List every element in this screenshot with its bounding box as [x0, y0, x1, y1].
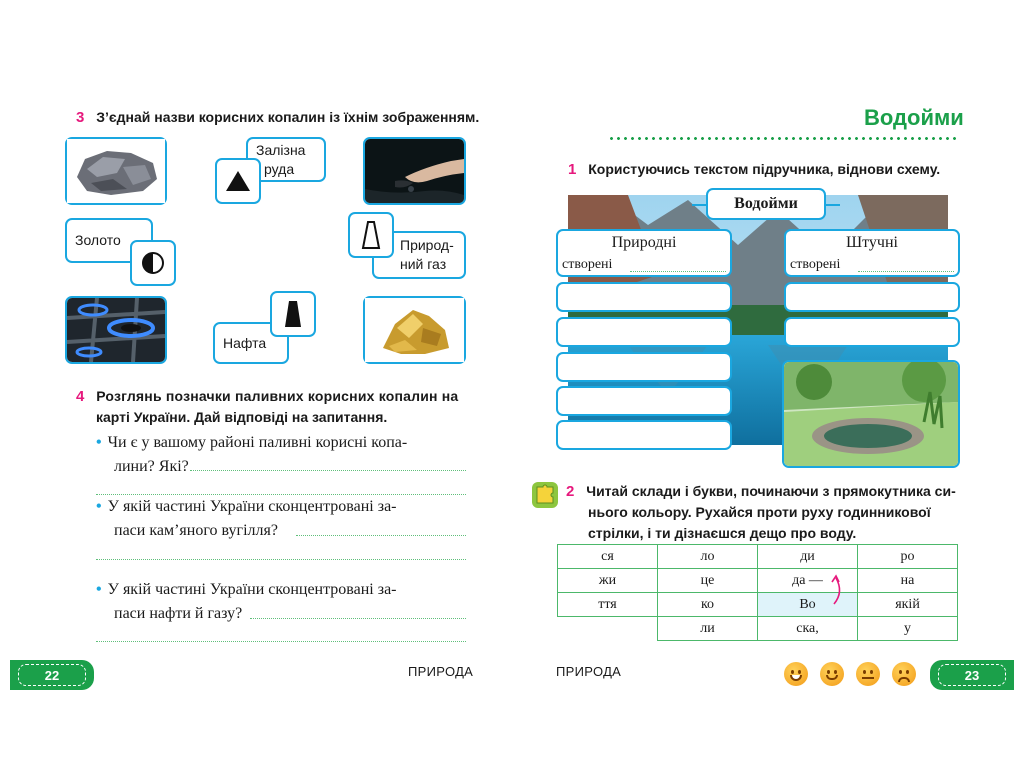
table-row: [558, 569, 958, 593]
table-cell: жи: [558, 569, 658, 593]
artificial-created-label: створені: [790, 257, 841, 272]
task2-number: 2: [566, 483, 575, 500]
iron-ore-label-line1: Залізна: [256, 142, 306, 158]
task4-number: 4: [76, 388, 85, 405]
oil-symbol: [270, 291, 316, 337]
title-dotted-underline: [608, 137, 960, 140]
natural-created-label: створені: [562, 257, 613, 272]
syllable-table: [557, 544, 958, 641]
garden-pond-image: [782, 360, 960, 468]
natural-box[interactable]: [556, 229, 732, 277]
iron-ore-image: [65, 137, 167, 205]
oil-label-text: Нафта: [223, 335, 267, 351]
natural-head: Природні: [611, 234, 677, 251]
question-3-line2: паси нафти й газу?: [114, 605, 243, 622]
question-3-line1: У якій частині України сконцентровані за-: [107, 581, 397, 598]
natural-answer-box[interactable]: [556, 420, 732, 450]
table-cell: ро: [858, 545, 958, 569]
table-cell: ска,: [758, 617, 858, 641]
gold-symbol: [130, 240, 176, 286]
natural-gas-symbol: [348, 212, 394, 258]
task2-text-line1: Читай склади і букви, починаючи з прямокутника си-: [586, 483, 956, 499]
laughing-face-icon[interactable]: [784, 662, 808, 686]
natural-gas-label-line2: ний газ: [400, 256, 447, 272]
page-title: Водойми: [864, 105, 964, 130]
black-triangle-icon: [225, 169, 251, 193]
smiling-face-icon[interactable]: [820, 662, 844, 686]
artificial-answer-box[interactable]: [784, 282, 960, 312]
half-filled-circle-icon: [141, 251, 165, 275]
answer-line[interactable]: [96, 559, 466, 560]
table-cell: ко: [658, 593, 758, 617]
footer-section: ПРИРОДА: [556, 664, 622, 679]
outline-trapezoid-icon: [361, 220, 381, 250]
question-2-line1: У якій частині України сконцентровані за-: [107, 498, 397, 515]
artificial-answer-box[interactable]: [784, 317, 960, 347]
task3-number: 3: [76, 109, 85, 126]
natural-answer-box[interactable]: [556, 352, 732, 382]
page-number-badge: [10, 660, 94, 690]
table-cell: ся: [558, 545, 658, 569]
gas-burner-icon: [67, 298, 165, 362]
artificial-head: Штучні: [846, 234, 898, 251]
gold-label-text: Золото: [75, 232, 121, 248]
table-cell: на: [858, 569, 958, 593]
table-cell: ття: [558, 593, 658, 617]
answer-line[interactable]: [296, 535, 466, 536]
page-number-badge: [930, 660, 1014, 690]
task4-header: [76, 386, 468, 428]
question-1: [96, 431, 407, 479]
task2-text-line2: нього кольору. Рухайся проти руху годинникової: [588, 504, 931, 520]
footer-section: ПРИРОДА: [408, 664, 474, 679]
task4-text-line2: карті України. Дай відповіді на запитання.: [96, 409, 388, 425]
table-cell: ли: [658, 617, 758, 641]
neutral-face-icon[interactable]: [856, 662, 880, 686]
page-number: 22: [44, 667, 60, 683]
answer-line[interactable]: [250, 618, 466, 619]
natural-answer-box[interactable]: [556, 282, 732, 312]
table-cell: якій: [858, 593, 958, 617]
artificial-box[interactable]: [784, 229, 960, 277]
connector: [826, 204, 840, 206]
table-cell: це: [658, 569, 758, 593]
iron-ore-label-line2: руда: [264, 161, 295, 177]
filled-trapezoid-icon: [283, 299, 303, 329]
bullet-icon: •: [96, 581, 102, 598]
task1-text: Користуючись текстом підручника, віднови схему.: [588, 161, 941, 177]
natural-answer-box[interactable]: [556, 386, 732, 416]
table-row: [558, 545, 958, 569]
question-1-line1: Чи є у вашому районі паливні корисні копа-: [107, 434, 408, 451]
task1-number: 1: [568, 161, 577, 178]
natural-gas-label-line1: Природ-: [400, 237, 454, 253]
answer-line[interactable]: [630, 271, 726, 272]
connector: [692, 204, 706, 206]
oil-hand-image: [363, 137, 466, 205]
scheme-root-box: [706, 188, 826, 220]
natural-answer-box[interactable]: [556, 317, 732, 347]
sad-face-icon[interactable]: [892, 662, 916, 686]
puzzle-icon: [532, 482, 558, 508]
oil-in-hand-icon: [365, 139, 464, 203]
table-row: [558, 617, 958, 641]
bullet-icon: •: [96, 434, 102, 451]
gold-nugget-image: [363, 296, 466, 364]
question-1-line2: лини? Які?: [114, 458, 189, 475]
start-cell: Во: [758, 593, 858, 617]
table-cell-empty: [558, 617, 658, 641]
answer-line[interactable]: [190, 470, 466, 471]
gold-nugget-icon: [365, 298, 464, 362]
scheme-root-label: Водойми: [734, 195, 798, 212]
answer-line[interactable]: [96, 641, 466, 642]
iron-ore-symbol: [215, 158, 261, 204]
task1-header: [568, 159, 940, 180]
table-cell: ди: [758, 545, 858, 569]
artificial-created: [790, 257, 840, 273]
task3-text: З’єднай назви корисних копалин із їхнім зображенням.: [96, 109, 480, 125]
table-cell: у: [858, 617, 958, 641]
task2-text-line3: стрілки, і ти дізнаєшся дещо про воду.: [588, 525, 857, 541]
task3-header: [76, 107, 479, 128]
page-number: 23: [964, 667, 980, 683]
bullet-icon: •: [96, 498, 102, 515]
table-row: [558, 593, 958, 617]
garden-pond-icon: [784, 362, 958, 466]
task2-header: [566, 481, 962, 544]
gas-burner-image: [65, 296, 167, 364]
iron-ore-rock-icon: [67, 139, 165, 203]
task4-text-line1: Розглянь позначки паливних корисних копалин на: [96, 388, 459, 404]
table-cell: да —: [758, 569, 858, 593]
natural-created: [562, 257, 612, 273]
answer-line[interactable]: [858, 271, 954, 272]
question-2-line2: паси кам’яного вугілля?: [114, 522, 278, 539]
table-cell: ло: [658, 545, 758, 569]
curved-arrow-icon: [826, 572, 846, 608]
